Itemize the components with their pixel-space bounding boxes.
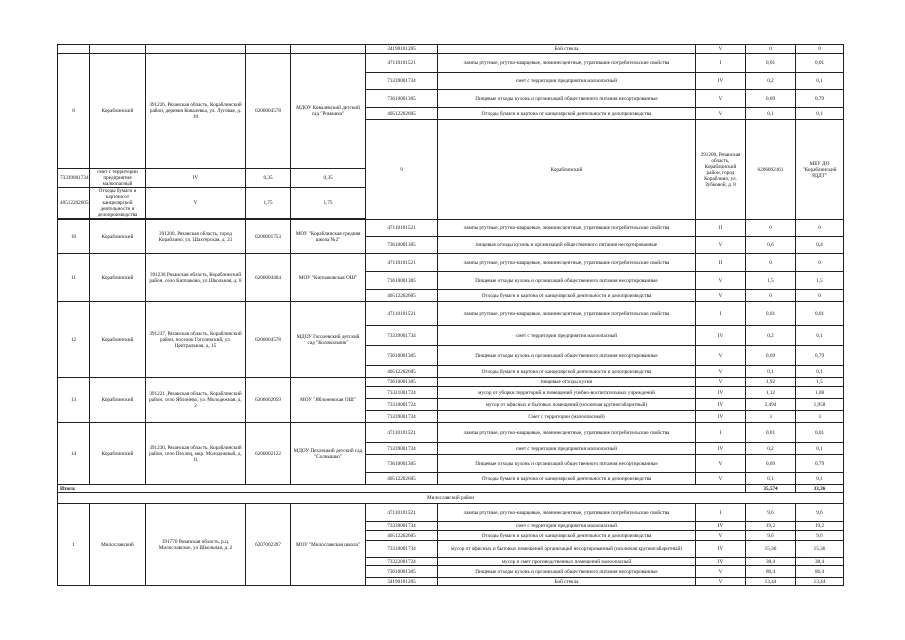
table-cell: V <box>696 531 746 541</box>
table-cell: 0,1 <box>796 473 844 485</box>
table-cell: 73339001734 <box>366 411 438 423</box>
table-cell: 0,4 <box>796 237 844 254</box>
table-cell: 40512202605 <box>366 473 438 485</box>
table-cell: 13 <box>58 378 90 423</box>
table-cell: 1,92 <box>746 378 796 387</box>
table-cell: 6206001753 <box>246 220 291 254</box>
table-cell: 47110101521 <box>366 220 438 237</box>
waste-register-table <box>57 44 844 586</box>
table-cell: 1 <box>58 504 90 586</box>
table-cell: 0,2 <box>746 73 796 90</box>
table-cell: 391770 Рязанская область, р.ц. Милославское, ул Школьная, д. 2 <box>146 504 246 586</box>
table-cell: 9,6 <box>746 531 796 541</box>
table-cell: 38,4 <box>796 558 844 566</box>
table-cell: 9,6 <box>796 531 844 541</box>
table-cell: 73310001734 <box>366 541 438 558</box>
table-cell: 73610001305 <box>366 378 438 387</box>
table-cell: 0 <box>796 45 844 54</box>
table-cell: Кораблинский <box>90 423 146 485</box>
table-cell: 14 <box>58 423 90 485</box>
table-cell: Кораблинский <box>90 302 146 378</box>
table-cell: мусор от офисных и бытовых помещений (исключая крупногабаритный) <box>438 399 696 411</box>
table-cell: лампы ртутные, ртутно-кварцевые, люминесцентные, утратившие потребительские свойства <box>438 254 696 272</box>
table-cell: IV <box>696 411 746 423</box>
table-cell: 0,01 <box>746 302 796 326</box>
table-cell: 0,2 <box>746 443 796 455</box>
table-cell: 8 <box>58 54 90 169</box>
table-cell: Кораблинский <box>90 378 146 423</box>
table-row <box>58 302 844 326</box>
table-cell: IV <box>696 73 746 90</box>
table-cell: 73610001305 <box>366 455 438 473</box>
table-cell: 0,1 <box>796 443 844 455</box>
table-cell: 35,574 <box>746 485 796 493</box>
table-cell: 73321001724 <box>366 387 438 399</box>
table-cell: 0,1 <box>746 473 796 485</box>
table-cell: смет с территории предприятия малоопасный <box>90 169 146 188</box>
table-cell: смет с территории предприятия малоопасный <box>438 443 696 455</box>
table-cell: 0,01 <box>796 423 844 443</box>
table-cell: Отходы бумаги и картона от канцелярской деятельности и делопроизводства <box>90 188 146 219</box>
table-cell: МОУ "Милославская школа" <box>291 504 366 586</box>
table-cell: 0 <box>796 254 844 272</box>
table-cell: 47110101521 <box>366 254 438 272</box>
table-cell: V <box>696 272 746 290</box>
table-cell: Бой стекла <box>438 45 696 54</box>
table-cell: 0 <box>796 290 844 302</box>
table-cell: 0,79 <box>796 90 844 108</box>
table-cell: IV <box>696 541 746 558</box>
table-cell: 1,5 <box>746 272 796 290</box>
table-cell: 9,6 <box>746 504 796 522</box>
table-cell: V <box>696 455 746 473</box>
table-cell: 73610001305 <box>366 90 438 108</box>
table-cell: II <box>696 220 746 237</box>
table-cell: V <box>696 346 746 366</box>
table-cell: 391238 Рязанская область, Кораблинский район, село Кипчаково, ул Школьная, д. 8 <box>146 254 246 302</box>
table-cell: IV <box>696 522 746 531</box>
table-cell: 73610001305 <box>366 237 438 254</box>
table-cell: 6206004578 <box>246 54 291 169</box>
table-cell: лампы ртутные, ртутно-кварцевые, люминесцентные, утратившие потребительские свойства <box>438 302 696 326</box>
table-cell: 0,1 <box>746 108 796 120</box>
table-cell: Кораблинский <box>438 120 696 220</box>
table-cell: 0,6 <box>746 237 796 254</box>
table-cell: 1,12 <box>746 387 796 399</box>
table-cell: лампы ртутные, ртутно-кварцевые, люминесцентные, утратившие потребительские свойства <box>438 423 696 443</box>
table-cell: МОУ "Яблоневская ОШ" <box>291 378 366 423</box>
table-cell <box>291 45 366 54</box>
table-cell: Пищевые отходы кухонь и организаций общественного питания несортированные <box>438 272 696 290</box>
table-cell: лампы ртутные, ртутно-кварцевые, люминесцентные, утратившие потребительские свойства <box>438 504 696 522</box>
table-cell: 391200, Рязанская область, город Кораблино, ул. Шахтерская, д. 21 <box>146 220 246 254</box>
table-cell: V <box>696 237 746 254</box>
table-cell: 391230, Рязанская область, Кораблинский район, село Пехлец, мкр. Молодежный, д. 11 <box>146 423 246 485</box>
table-cell: 0 <box>746 220 796 237</box>
table-cell: 0 <box>746 290 796 302</box>
table-cell: V <box>696 378 746 387</box>
table-cell: 40512202605 <box>58 188 90 219</box>
table-cell <box>246 45 291 54</box>
table-cell: 0 <box>746 254 796 272</box>
table-cell: 1,958 <box>796 399 844 411</box>
table-cell: Смет с территории (малоопасный) <box>438 411 696 423</box>
table-cell: IV <box>696 326 746 346</box>
table-cell: 0 <box>746 45 796 54</box>
table-cell <box>90 45 146 54</box>
table-cell: 73339001734 <box>58 169 90 188</box>
table-cell: 40512202605 <box>366 531 438 541</box>
table-cell: 0 <box>796 220 844 237</box>
table-cell: 86,4 <box>746 566 796 578</box>
table-cell: Отходы бумаги и картона от канцелярской деятельности и делопроизводства <box>438 108 696 120</box>
table-cell: 47110101521 <box>366 504 438 522</box>
table-cell: V <box>696 290 746 302</box>
table-cell: 391221 ,Рязанская область, Кораблинский район, село Яблонево, ул. Молодежная, д. 2 <box>146 378 246 423</box>
table-row <box>58 220 844 237</box>
table-cell: 0,35 <box>246 169 291 188</box>
table-cell: мусор и смет производственных помещений малоопасный <box>438 558 696 566</box>
table-cell: 47110101521 <box>366 423 438 443</box>
table-cell: V <box>696 566 746 578</box>
table-row <box>58 485 844 493</box>
table-cell: I <box>696 302 746 326</box>
table-cell: пищевые отходы кухонь и организаций общественного питания несортированные <box>438 237 696 254</box>
table-cell: 12 <box>58 302 90 378</box>
table-cell: IV <box>696 443 746 455</box>
table-cell: Пищевые отходы кухонь и организаций общественного питания несортированные <box>438 566 696 578</box>
table-cell: 0,35 <box>291 169 366 188</box>
table-cell: I <box>696 504 746 522</box>
table-cell: 19,2 <box>796 522 844 531</box>
table-cell: 3 <box>796 411 844 423</box>
table-cell: Пищевые отходы кухонь и организаций общественного питания несортированные <box>438 346 696 366</box>
table-cell <box>58 45 90 54</box>
table-cell: МДОУ Пехлецкий детский сад "Солнышко" <box>291 423 366 485</box>
table-cell: 73339001734 <box>366 326 438 346</box>
table-cell: 391200, Рязанская область, Кораблинский район, город Кораблино, ул. Зубковой, д. 8 <box>696 120 746 220</box>
table-cell: II <box>696 254 746 272</box>
table-cell: 40512202605 <box>366 108 438 120</box>
table-cell: Пищевые отходы кухонь и организаций общественного питания несортированные <box>438 455 696 473</box>
table-cell: МОУ "Кипчаковская ОШ" <box>291 254 366 302</box>
table-cell: 15,36 <box>746 541 796 558</box>
table-cell: смет с территории предприятия малоопасный <box>438 522 696 531</box>
table-cell: мусор от офисных и бытовых помещений организаций несортированный (исключая крупногабаритный) <box>438 541 696 558</box>
table-cell: 6206002161 <box>746 120 796 220</box>
table-cell: 1,5 <box>796 272 844 290</box>
table-cell: МДОУ Ковалевский детский сад "Ромашка" <box>291 54 366 169</box>
table-cell: 3 <box>746 411 796 423</box>
table-cell: 0,69 <box>746 90 796 108</box>
table-cell: 0,1 <box>746 366 796 378</box>
table-cell: 391226, Рязанская область, Кораблинский район, деревня Ковалевка, ул. Луговая, д. 10 <box>146 54 246 169</box>
table-cell: IV <box>146 169 246 188</box>
table-cell: 1,08 <box>796 387 844 399</box>
table-row <box>58 45 844 54</box>
table-cell: V <box>696 473 746 485</box>
table-cell <box>146 45 246 54</box>
table-row <box>58 54 844 73</box>
table-cell: 1,75 <box>291 188 366 219</box>
table-cell: Бой стекла <box>438 578 696 586</box>
table-cell: IV <box>696 558 746 566</box>
table-cell: 2,494 <box>746 399 796 411</box>
table-cell: Милославский район <box>58 493 844 504</box>
table-cell: 0,1 <box>796 326 844 346</box>
table-cell: 47110101521 <box>366 302 438 326</box>
table-cell: 13,44 <box>796 578 844 586</box>
table-cell: Милославский <box>90 504 146 586</box>
table-cell: 73610001305 <box>366 346 438 366</box>
table-cell: V <box>696 366 746 378</box>
table-cell: 40512202605 <box>366 290 438 302</box>
table-cell: 1,75 <box>246 188 291 219</box>
table-cell: 6206002059 <box>246 378 291 423</box>
table-cell: 0,69 <box>746 346 796 366</box>
table-cell: 40512202605 <box>366 366 438 378</box>
table-cell: 10 <box>58 220 90 254</box>
table-cell: V <box>696 578 746 586</box>
table-cell: пищевые отходы кухни <box>438 378 696 387</box>
table-cell: Кораблинский <box>90 220 146 254</box>
table-cell: 0,1 <box>796 108 844 120</box>
table-cell: 0,01 <box>796 302 844 326</box>
table-cell: 13,44 <box>746 578 796 586</box>
table-cell: МОУ "Кораблинская средняя школа №2" <box>291 220 366 254</box>
table-cell: 34190101205 <box>366 578 438 586</box>
table-cell: IV <box>696 387 746 399</box>
table-cell: 0,69 <box>746 455 796 473</box>
table-cell: 0,79 <box>796 346 844 366</box>
table-cell: Итого: <box>58 485 746 493</box>
table-cell: 19,2 <box>746 522 796 531</box>
table-cell: 0,1 <box>796 366 844 378</box>
table-cell: 391237, Рязанская область, Кораблинский район, поселок Гоголевский, ул. Центральная, д. 15 <box>146 302 246 378</box>
table-row <box>58 504 844 522</box>
table-cell: V <box>696 90 746 108</box>
table-cell: 73610001305 <box>366 272 438 290</box>
table-cell: 0,01 <box>796 54 844 73</box>
table-row <box>58 493 844 504</box>
table-cell: 73339001734 <box>366 73 438 90</box>
table-cell: Отходы бумаги и картона от канцелярской деятельности и делопроизводства <box>438 531 696 541</box>
table-cell: 0,79 <box>796 455 844 473</box>
table-cell: лампы ртутные, ртутно-кварцевые, люминесцентные, утратившие потребительские свойства <box>438 54 696 73</box>
table-cell: 86,4 <box>796 566 844 578</box>
table-cell: смет с территории предприятия малоопасный <box>438 73 696 90</box>
table-cell: Пищевые отходы кухонь и организаций общественного питания несортированные <box>438 90 696 108</box>
table-cell: Отходы бумаги и картона от канцелярской деятельности и делопроизводства <box>438 473 696 485</box>
table-cell: Отходы бумаги и картона от канцелярской деятельности и делопроизводства <box>438 290 696 302</box>
table-cell: I <box>696 54 746 73</box>
table-cell: 73322001724 <box>366 558 438 566</box>
table-row <box>58 254 844 272</box>
table-cell: 9,6 <box>796 504 844 522</box>
table-cell: V <box>696 108 746 120</box>
table-cell: Отходы бумаги и картона от канцелярской деятельности и делопроизводства <box>438 366 696 378</box>
table-cell: 9 <box>366 120 438 220</box>
table-cell: мусор от уборки территорий и помещений учебно-воспитательных учреждений <box>438 387 696 399</box>
table-cell: 6206004464 <box>246 254 291 302</box>
table-cell: лампы ртутные, ртутно-кварцевые, люминесцентные, утратившие потребительские свойства <box>438 220 696 237</box>
table-row <box>58 378 844 387</box>
table-cell: V <box>146 188 246 219</box>
table-cell: 38,4 <box>746 558 796 566</box>
table-cell: 1,5 <box>796 378 844 387</box>
table-cell: 73610001305 <box>366 566 438 578</box>
table-cell: V <box>696 45 746 54</box>
table-cell: 73339001734 <box>366 522 438 531</box>
table-cell: 47110101521 <box>366 54 438 73</box>
table-cell: 0,01 <box>746 54 796 73</box>
table-cell: 33,36 <box>796 485 844 493</box>
table-cell: I <box>696 423 746 443</box>
table-cell: 6206004578 <box>246 302 291 378</box>
table-cell: 6206002122 <box>246 423 291 485</box>
table-cell: IV <box>696 399 746 411</box>
table-cell: смет с территории предприятия малоопасный <box>438 326 696 346</box>
table-cell: Кораблинский <box>90 254 146 302</box>
table-cell: 0,1 <box>796 73 844 90</box>
table-cell: 34190101205 <box>366 45 438 54</box>
table-cell: 6207002397 <box>246 504 291 586</box>
table-cell: Кораблинский <box>90 54 146 169</box>
table-cell: МДОУ Гоголевский детский сад "Колокольчик" <box>291 302 366 378</box>
table-cell: 73310001724 <box>366 399 438 411</box>
table-cell: 15,36 <box>796 541 844 558</box>
table-cell: 0,01 <box>746 423 796 443</box>
table-cell: 73339001734 <box>366 443 438 455</box>
table-row <box>58 423 844 443</box>
table-cell: МБУ ДО "Кораблинский РДДТ" <box>796 120 844 220</box>
table-cell: 11 <box>58 254 90 302</box>
table-cell: 0,2 <box>746 326 796 346</box>
